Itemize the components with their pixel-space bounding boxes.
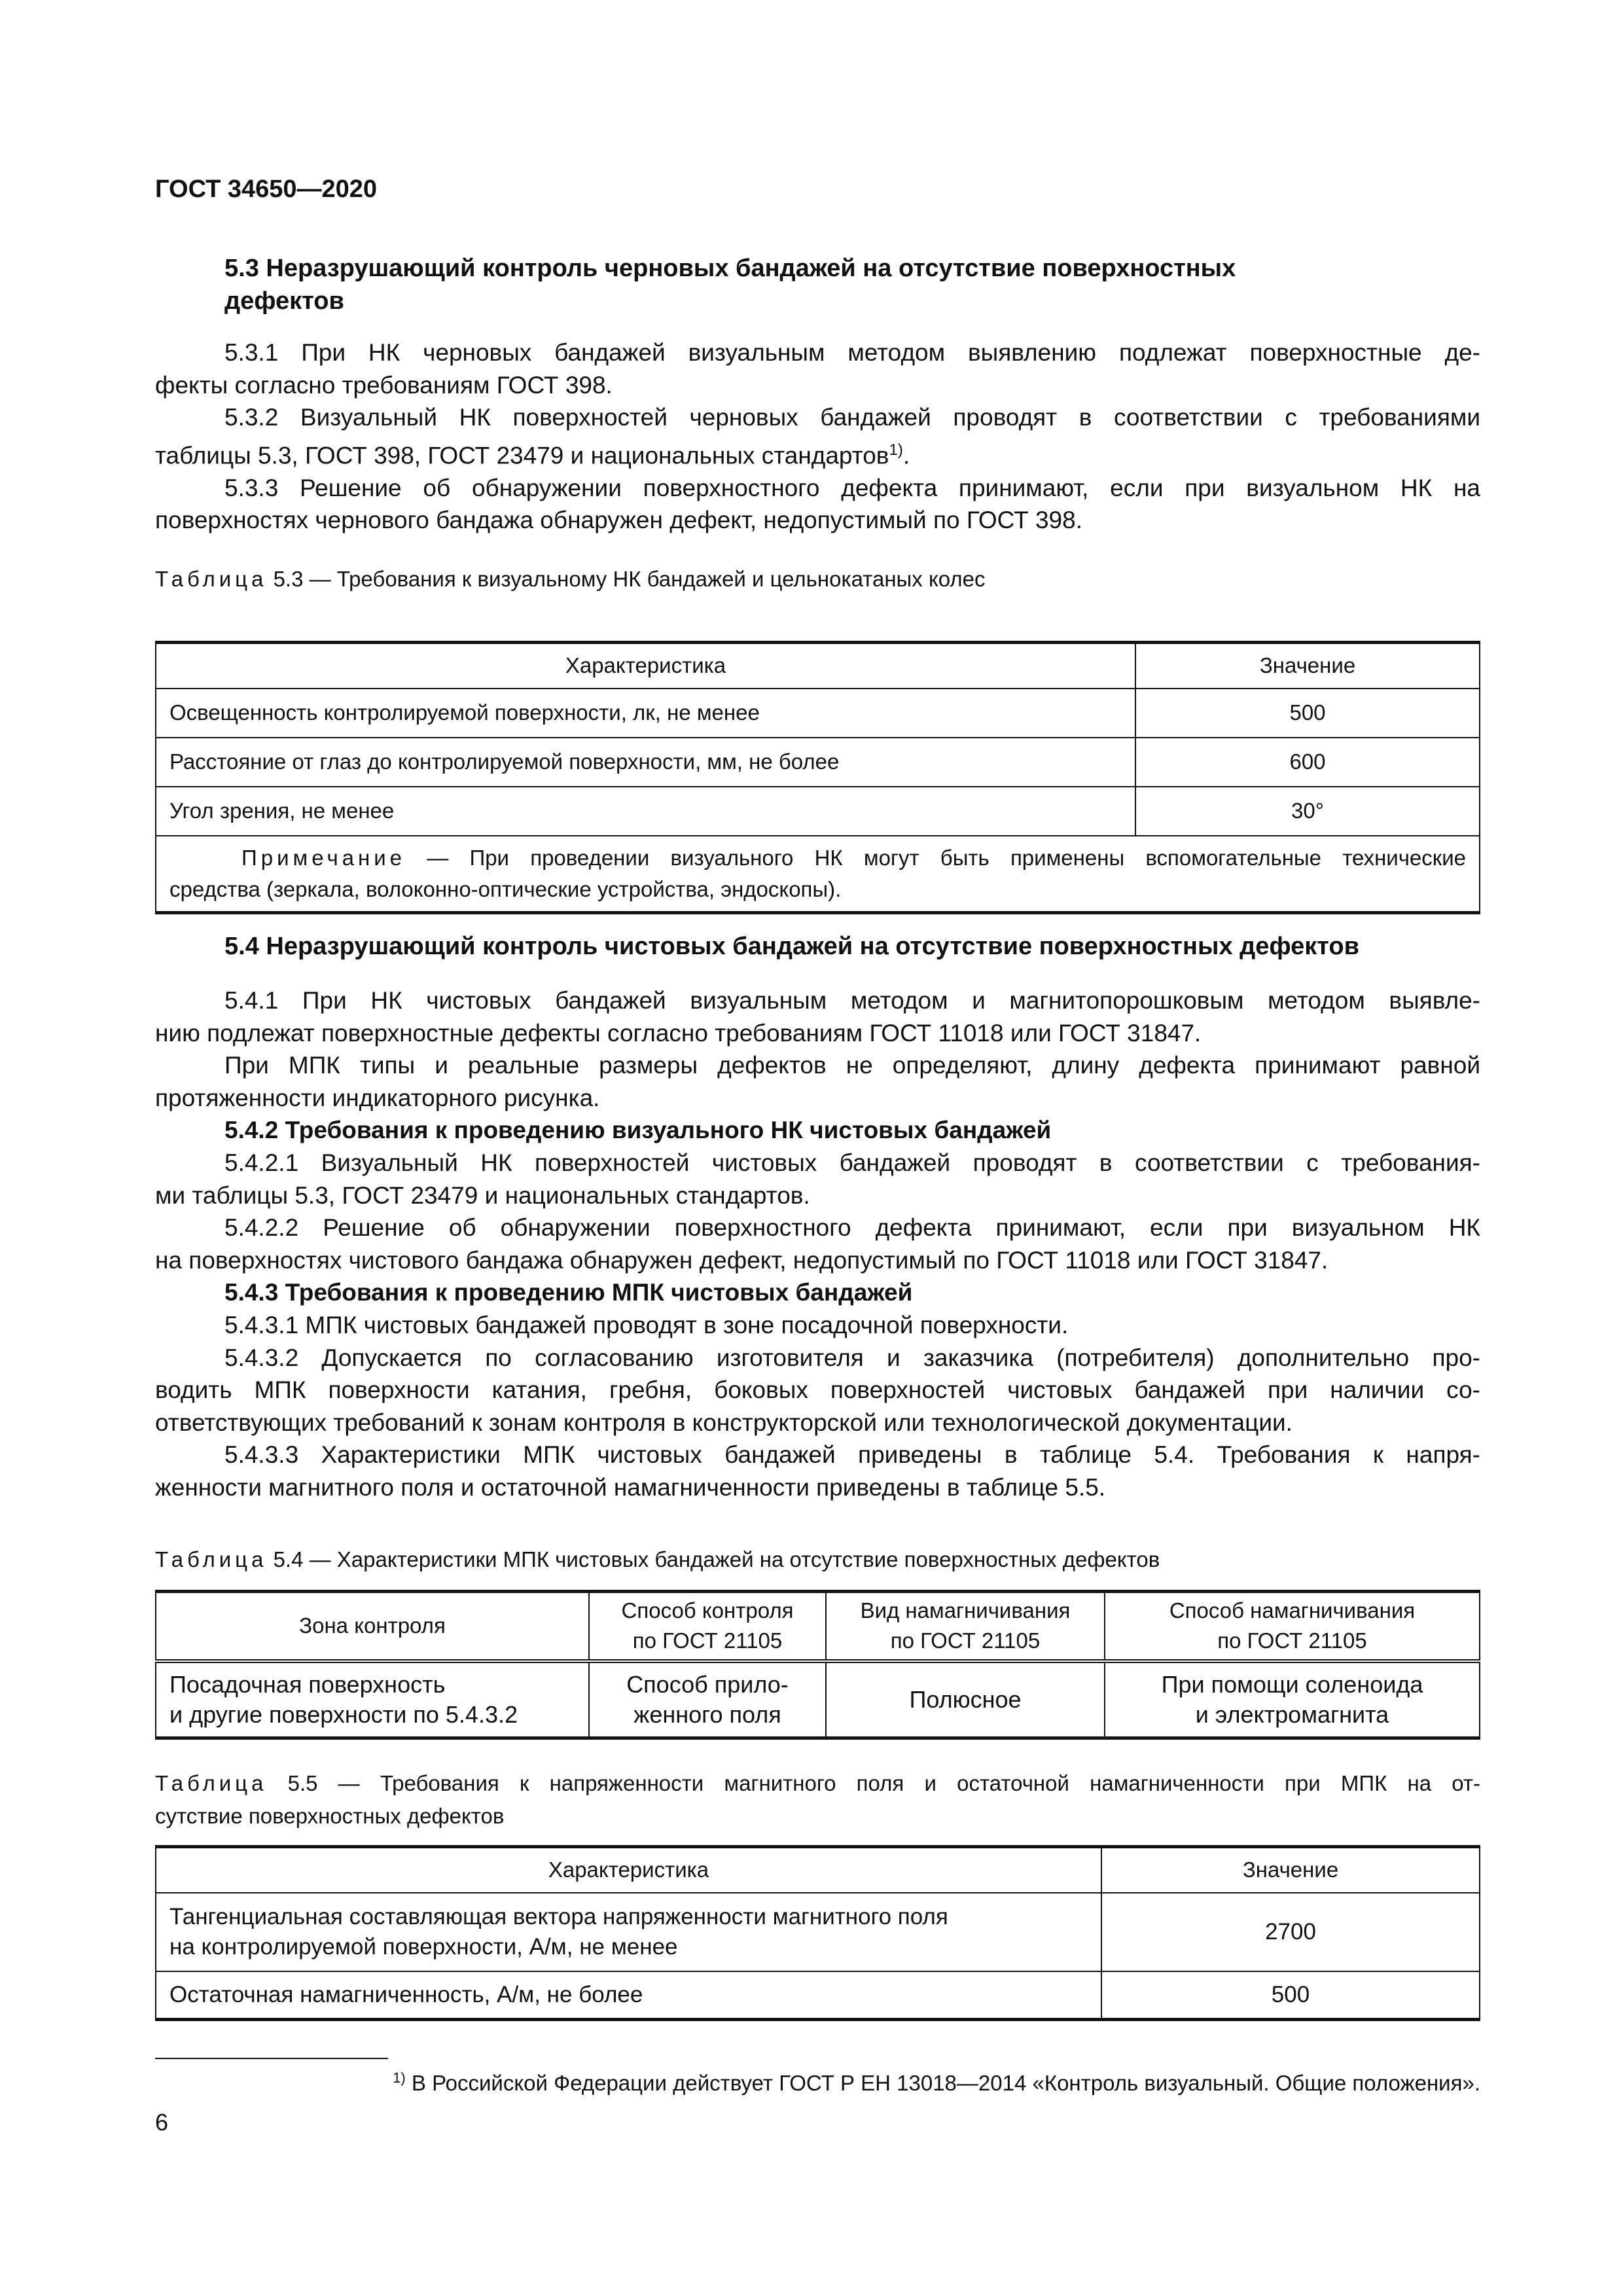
subsection-heading xyxy=(155,1276,1480,1309)
text-line xyxy=(155,1374,1480,1407)
cell: Расстояние от глаз до контролируемой поверхности, мм, не более xyxy=(156,738,1135,787)
text-line xyxy=(155,401,1480,434)
table-5-5 xyxy=(155,1845,1480,2021)
text-line xyxy=(155,1017,1480,1050)
line-text: 5.4.3.2 Допускается по согласованию изготовителя и заказчика (потребителя) дополнительно про- xyxy=(224,1344,1480,1371)
line-text: нию подлежат поверхностные дефекты согласно требованиям ГОСТ 11018 или ГОСТ 31847. xyxy=(155,1019,1202,1047)
table-5-4-caption xyxy=(155,1543,1480,1576)
column-header: Характеристика xyxy=(156,643,1135,689)
caption-text: 5.5 — Требования к напряженности магнитного поля и остаточной намагниченности при МПК на от- xyxy=(287,1771,1480,1795)
text-line xyxy=(155,1407,1480,1439)
footnote xyxy=(393,2070,1480,2096)
table-row xyxy=(156,1893,1480,1971)
cell xyxy=(826,1661,1105,1738)
cell xyxy=(156,1893,1101,1971)
header-line: по ГОСТ 21105 xyxy=(890,1628,1041,1653)
text-line xyxy=(155,434,1480,472)
cell-line: на контролируемой поверхности, А/м, не менее xyxy=(169,1933,678,1960)
line-text: При МПК типы и реальные размеры дефектов не определяют, длину дефекта принимают равной xyxy=(224,1052,1480,1079)
footnote-ref: 1) xyxy=(393,2070,406,2086)
table-note-row xyxy=(156,836,1480,913)
heading-line: 5.3 Неразрушающий контроль черновых бандажей на отсутствие поверхностных xyxy=(224,255,1236,282)
text-line xyxy=(155,1114,1480,1147)
caption-label: Таблица xyxy=(155,567,268,591)
cell xyxy=(156,1661,589,1738)
column-header xyxy=(1105,1592,1480,1661)
subsection-heading xyxy=(155,1114,1480,1147)
section-5-3-body xyxy=(155,336,1480,537)
text-line xyxy=(155,369,1480,402)
paragraph xyxy=(155,472,1480,537)
footnote-text: В Российской Федерации действует ГОСТ Р ЕН 13018—2014 «Контроль визуальный. Общие положения». xyxy=(411,2071,1480,2095)
line-tail: . xyxy=(902,442,910,469)
text-line xyxy=(155,1179,1480,1212)
paragraph xyxy=(155,401,1480,472)
table-note xyxy=(156,836,1480,913)
line-text: 5.3.3 Решение об обнаружении поверхностного дефекта принимают, если при визуальном НК на xyxy=(224,474,1480,501)
caption-text: 5.3 — Требования к визуальному НК бандажей и цельнокатаных колес xyxy=(273,567,986,591)
text-line xyxy=(155,1082,1480,1115)
section-5-4-heading: 5.4 Неразрушающий контроль чистовых бандажей на отсутствие поверхностных дефектов xyxy=(224,933,1359,960)
footnote-divider xyxy=(155,2058,388,2059)
section-5-3-heading xyxy=(224,252,1402,317)
cell-line: Посадочная поверхность xyxy=(169,1670,446,1698)
header-line: Способ контроля xyxy=(621,1598,794,1623)
cell-line: Полюсное xyxy=(909,1685,1022,1713)
text-line xyxy=(155,504,1480,537)
table-5-5-caption xyxy=(155,1767,1480,1832)
cell: 500 xyxy=(1101,1971,1480,2020)
paragraph xyxy=(155,1049,1480,1114)
line-text: ми таблицы 5.3, ГОСТ 23479 и национальных стандартов. xyxy=(155,1181,810,1209)
paragraph xyxy=(155,1211,1480,1276)
line-text: 5.3.2 Визуальный НК поверхностей черновых бандажей проводят в соответствии с требованиями xyxy=(224,404,1480,431)
cell-line: женного поля xyxy=(633,1700,781,1728)
cell: 2700 xyxy=(1101,1893,1480,1971)
text-line xyxy=(155,984,1480,1017)
caption-text: сутствие поверхностных дефектов xyxy=(155,1803,505,1828)
text-line xyxy=(155,1342,1480,1374)
table-5-3 xyxy=(155,641,1480,914)
cell-line: Тангенциальная составляющая вектора напряженности магнитного поля xyxy=(169,1903,948,1929)
text-line xyxy=(155,336,1480,369)
cell xyxy=(589,1661,826,1738)
line-text: поверхностях чернового бандажа обнаружен дефект, недопустимый по ГОСТ 398. xyxy=(155,507,1082,534)
header-line: Способ намагничивания xyxy=(1169,1598,1416,1623)
note-text: средства (зеркала, волоконно-оптические устройства, эндоскопы). xyxy=(169,876,842,901)
heading-line: дефектов xyxy=(224,287,344,315)
table-row xyxy=(156,787,1480,836)
text-line xyxy=(155,1211,1480,1244)
line-text: фекты согласно требованиям ГОСТ 398. xyxy=(155,371,613,399)
line-text: протяженности индикаторного рисунка. xyxy=(155,1084,600,1111)
cell-line: Способ прило- xyxy=(626,1670,789,1698)
cell: Остаточная намагниченность, А/м, не более xyxy=(156,1971,1101,2020)
header-line: по ГОСТ 21105 xyxy=(1217,1628,1367,1653)
cell: 500 xyxy=(1135,689,1480,738)
caption-label: Таблица xyxy=(155,1771,268,1795)
note-label: Примечание xyxy=(241,845,406,870)
cell: 30° xyxy=(1135,787,1480,836)
text-line xyxy=(155,1276,1480,1309)
line-text: 5.4.3.1 МПК чистовых бандажей проводят в зоне посадочной поверхности. xyxy=(224,1311,1069,1338)
column-header xyxy=(826,1592,1105,1661)
text-line xyxy=(155,1439,1480,1471)
line-text: 5.4.2.2 Решение об обнаружении поверхностного дефекта принимают, если при визуальном НК xyxy=(224,1214,1480,1242)
header-line: Вид намагничивания xyxy=(860,1598,1071,1623)
table-row xyxy=(156,738,1480,787)
cell: 600 xyxy=(1135,738,1480,787)
line-text: таблицы 5.3, ГОСТ 398, ГОСТ 23479 и национальных стандартов xyxy=(155,442,889,469)
paragraph xyxy=(155,1439,1480,1503)
text-line xyxy=(155,472,1480,505)
table-5-3-caption xyxy=(155,563,1480,596)
cell: Освещенность контролируемой поверхности, лк, не менее xyxy=(156,689,1135,738)
line-text: на поверхностях чистового бандажа обнаружен дефект, недопустимый по ГОСТ 11018 или ГОСТ 31847. xyxy=(155,1246,1329,1274)
line-text: ответствующих требований к зонам контроля в конструкторской или технологической документации. xyxy=(155,1408,1293,1436)
header-line: Зона контроля xyxy=(299,1613,446,1638)
cell: Угол зрения, не менее xyxy=(156,787,1135,836)
line-text: 5.3.1 При НК черновых бандажей визуальным методом выявлению подлежат поверхностные де- xyxy=(224,339,1480,366)
table-row xyxy=(156,1971,1480,2020)
cell-line: и другие поверхности по 5.4.3.2 xyxy=(169,1700,518,1728)
text-line xyxy=(155,1244,1480,1277)
paragraph xyxy=(155,984,1480,1049)
text-line xyxy=(155,1147,1480,1179)
column-header xyxy=(156,1592,589,1661)
paragraph xyxy=(155,1147,1480,1211)
column-header xyxy=(589,1592,826,1661)
column-header: Значение xyxy=(1135,643,1480,689)
table-row xyxy=(156,689,1480,738)
header-line: по ГОСТ 21105 xyxy=(632,1628,783,1653)
note-text: — При проведении визуального НК могут быть применены вспомогательные технические xyxy=(427,845,1467,870)
paragraph xyxy=(155,336,1480,401)
paragraph xyxy=(155,1342,1480,1439)
cell xyxy=(1105,1661,1480,1738)
table-row xyxy=(156,1661,1480,1738)
line-text: женности магнитного поля и остаточной намагниченности приведены в таблице 5.5. xyxy=(155,1473,1106,1501)
line-text: 5.4.2.1 Визуальный НК поверхностей чистовых бандажей проводят в соответствии с требования- xyxy=(224,1149,1480,1176)
table-5-4 xyxy=(155,1590,1480,1740)
page-number: 6 xyxy=(155,2109,169,2136)
line-text: 5.4.1 При НК чистовых бандажей визуальным методом и магнитопорошковым методом выявле- xyxy=(224,987,1480,1014)
text-line xyxy=(155,1471,1480,1504)
section-5-4-body xyxy=(155,984,1480,1504)
document-code-header: ГОСТ 34650—2020 xyxy=(155,175,378,203)
footnote-ref: 1) xyxy=(889,440,903,459)
paragraph xyxy=(155,1309,1480,1342)
text-line xyxy=(155,1309,1480,1342)
column-header: Значение xyxy=(1101,1847,1480,1893)
cell-line: и электромагнита xyxy=(1195,1700,1389,1728)
line-text: 5.4.3.3 Характеристики МПК чистовых бандажей приведены в таблице 5.4. Требования к напря- xyxy=(224,1441,1480,1469)
line-text: 5.4.2 Требования к проведению визуального НК чистовых бандажей xyxy=(224,1117,1052,1144)
caption-text: 5.4 — Характеристики МПК чистовых бандажей на отсутствие поверхностных дефектов xyxy=(273,1547,1160,1571)
line-text: 5.4.3 Требования к проведению МПК чистовых бандажей xyxy=(224,1279,913,1306)
column-header: Характеристика xyxy=(156,1847,1101,1893)
cell-line: При помощи соленоида xyxy=(1161,1670,1423,1698)
text-line xyxy=(155,1049,1480,1082)
line-text: водить МПК поверхности катания, гребня, боковых поверхностей чистовых бандажей при наличии со- xyxy=(155,1376,1480,1404)
caption-label: Таблица xyxy=(155,1547,268,1571)
